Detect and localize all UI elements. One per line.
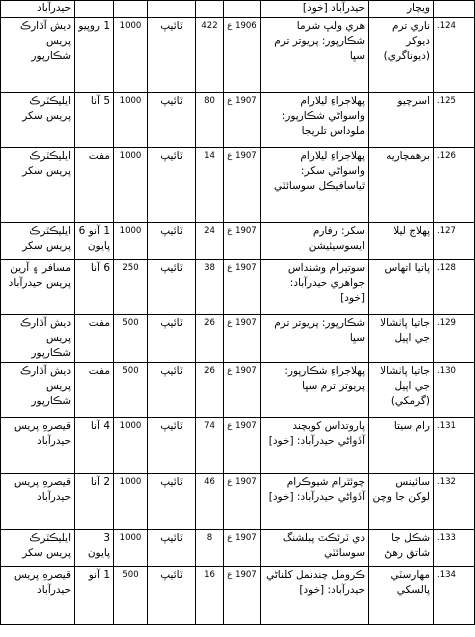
entry-title: جاتيا پاٺشالا جي اپيل (گرمکي): [369, 363, 434, 418]
entry-author-publisher: سکر: رفارم ايسوسيئيشن: [261, 223, 369, 260]
entry-press: قيصرهِ پريس حيدرآباد: [1, 567, 75, 625]
entry-pages: 38: [196, 260, 224, 315]
entry-type: ٽائيپ: [148, 363, 196, 418]
entry-year: 1907 ع: [224, 530, 261, 567]
entry-type: ٽائيپ: [148, 223, 196, 260]
entry-price: مفت: [75, 148, 114, 223]
entry-type: ٽائيپ: [148, 567, 196, 625]
entry-type: ٽائيپ: [148, 93, 196, 148]
entry-copies: 1000: [114, 18, 148, 93]
entry-number: .134: [434, 567, 475, 625]
entry-copies: 500: [114, 315, 148, 363]
entry-press: مسافر ۽ آرين پريس حيدرآباد: [1, 260, 75, 315]
entry-year: 1907 ع: [224, 363, 261, 418]
entry-year: 1907 ع: [224, 567, 261, 625]
entry-press: ايليڪٽرڪ پريس سکر: [1, 223, 75, 260]
entry-price: 1 روپيو: [75, 18, 114, 93]
table-row: [1, 148, 475, 223]
entry-price: 6 آنا: [75, 260, 114, 315]
entry-number: .132: [434, 474, 475, 530]
entry-year: 1907 ع: [224, 148, 261, 223]
entry-type: ٽائيپ: [148, 418, 196, 474]
entry-press: ديش آڌارڪ پريس شڪارپور: [1, 363, 75, 418]
entry-year: 1907 ع: [224, 315, 261, 363]
header-copies: [114, 1, 148, 18]
entry-author-publisher: ڪرومل چندنمل کلناڻي حيدرآباد: [خود]: [261, 567, 369, 625]
entry-pages: 8: [196, 530, 224, 567]
entry-author-publisher: چوئٿرام شيوڪرام آڏواڻي حيدرآباد: [خود]: [261, 474, 369, 530]
entry-author-publisher: پاروتداس کوبچند آڏواڻي حيدرآباد: [خود]: [261, 418, 369, 474]
entry-number: .124: [434, 18, 475, 93]
entry-type: ٽائيپ: [148, 260, 196, 315]
entry-price: 1 آنو: [75, 567, 114, 625]
header-row: [1, 1, 475, 18]
entry-year: 1907 ع: [224, 260, 261, 315]
entry-number: .126: [434, 148, 475, 223]
entry-title: شڪل جا شاتق رهڻ: [369, 530, 434, 567]
entry-copies: 1000: [114, 93, 148, 148]
table-row: [1, 474, 475, 530]
entry-title: پاتيا اتهاس: [369, 260, 434, 315]
entry-press: ايليڪٽرڪ پريس سکر: [1, 530, 75, 567]
entry-year: 1907 ع: [224, 474, 261, 530]
entry-author-publisher: دي ٽرئڪٽ پبلشنگ سوسائٽي: [261, 530, 369, 567]
header-publisher: حيدرآباد [خود]: [261, 1, 369, 18]
entry-title: اسرچيو: [369, 93, 434, 148]
entry-number: .129: [434, 315, 475, 363]
entry-type: ٽائيپ: [148, 474, 196, 530]
entry-author-publisher: پهلاجراءِ ليلارام واسواڻي شڪارپور: ملوداس تلريجا: [261, 93, 369, 148]
entry-copies: 500: [114, 363, 148, 418]
entry-pages: 26: [196, 363, 224, 418]
table-row: [1, 418, 475, 474]
entry-press: ديش آڌارڪ پريس شڪارپور: [1, 18, 75, 93]
entry-press: قيصرهِ پريس حيدرآباد: [1, 418, 75, 474]
entry-title: سائينس لوکن جا وچن: [369, 474, 434, 530]
entry-press: قيصرهِ پريس حيدرآباد: [1, 474, 75, 530]
table-row: [1, 18, 475, 93]
entry-number: .125: [434, 93, 475, 148]
entry-price: 4 آنا: [75, 418, 114, 474]
entry-press: ديش آڌارڪ پريس شڪارپور: [1, 315, 75, 363]
entry-copies: 1000: [114, 223, 148, 260]
entry-number: .130: [434, 363, 475, 418]
entry-author-publisher: سوتيرام وشنداس جواهري حيدرآباد: [خود]: [261, 260, 369, 315]
table-row: [1, 567, 475, 625]
header-year: [224, 1, 261, 18]
entry-price: 1 آنو 6 پايون: [75, 223, 114, 260]
entry-title: ناري ترم ديوکر (ديوناگري): [369, 18, 434, 93]
entry-number: .131: [434, 418, 475, 474]
entry-type: ٽائيپ: [148, 148, 196, 223]
entry-number: .128: [434, 260, 475, 315]
table-row: [1, 530, 475, 567]
header-press: حيدرآباد: [1, 1, 75, 18]
entry-number: .133: [434, 530, 475, 567]
header-pages: [196, 1, 224, 18]
entry-title: مهارسٽي پالسکي: [369, 567, 434, 625]
entry-year: 1907 ع: [224, 418, 261, 474]
entry-copies: 250: [114, 260, 148, 315]
entry-author-publisher: هري ولڀ شرما شڪارپور: پريوتر ترم سڀا: [261, 18, 369, 93]
entry-title: جاتيا پاٺشالا جي اپيل: [369, 315, 434, 363]
table-row: [1, 260, 475, 315]
entry-pages: 74: [196, 418, 224, 474]
table-row: [1, 363, 475, 418]
entry-copies: 1000: [114, 530, 148, 567]
header-type: [148, 1, 196, 18]
entry-price: 2 آنا: [75, 474, 114, 530]
entry-press: ايليڪٽرڪ پريس سکر: [1, 148, 75, 223]
entry-number: .127: [434, 223, 475, 260]
entry-title: پهلاج ليلا: [369, 223, 434, 260]
entry-pages: 26: [196, 315, 224, 363]
entry-type: ٽائيپ: [148, 315, 196, 363]
entry-price: 5 آنا: [75, 93, 114, 148]
entry-year: 1907 ع: [224, 223, 261, 260]
table-row: [1, 315, 475, 363]
header-price: [75, 1, 114, 18]
entry-type: ٽائيپ: [148, 18, 196, 93]
table-row: [1, 223, 475, 260]
entry-pages: 46: [196, 474, 224, 530]
entry-pages: 24: [196, 223, 224, 260]
entry-pages: 422: [196, 18, 224, 93]
header-number: [434, 1, 475, 18]
entry-pages: 16: [196, 567, 224, 625]
entry-copies: 1000: [114, 474, 148, 530]
table-row: [1, 93, 475, 148]
entry-price: مفت: [75, 363, 114, 418]
entry-title: رام سيتا: [369, 418, 434, 474]
entry-copies: 1000: [114, 418, 148, 474]
entry-pages: 14: [196, 148, 224, 223]
entry-author-publisher: پهلاجراءِ ليلارام واسواڻي سکر: ٿياسافيڪل سوسائٽي: [261, 148, 369, 223]
entry-author-publisher: پهلاجراءِ شڪارپور: پريوتر ترم سڀا: [261, 363, 369, 418]
entry-copies: 1000: [114, 148, 148, 223]
header-title: ويچار: [369, 1, 434, 18]
entry-author-publisher: شڪارپور: پريوتر ترم سڀا: [261, 315, 369, 363]
entry-year: 1907 ع: [224, 93, 261, 148]
entry-year: 1906 ع: [224, 18, 261, 93]
entry-title: برهمچاريه: [369, 148, 434, 223]
entry-price: 3 پايون: [75, 530, 114, 567]
entry-price: مفت: [75, 315, 114, 363]
entry-type: ٽائيپ: [148, 530, 196, 567]
entry-copies: 500: [114, 567, 148, 625]
entry-press: ايليڪٽرڪ پريس سکر: [1, 93, 75, 148]
entry-pages: 80: [196, 93, 224, 148]
